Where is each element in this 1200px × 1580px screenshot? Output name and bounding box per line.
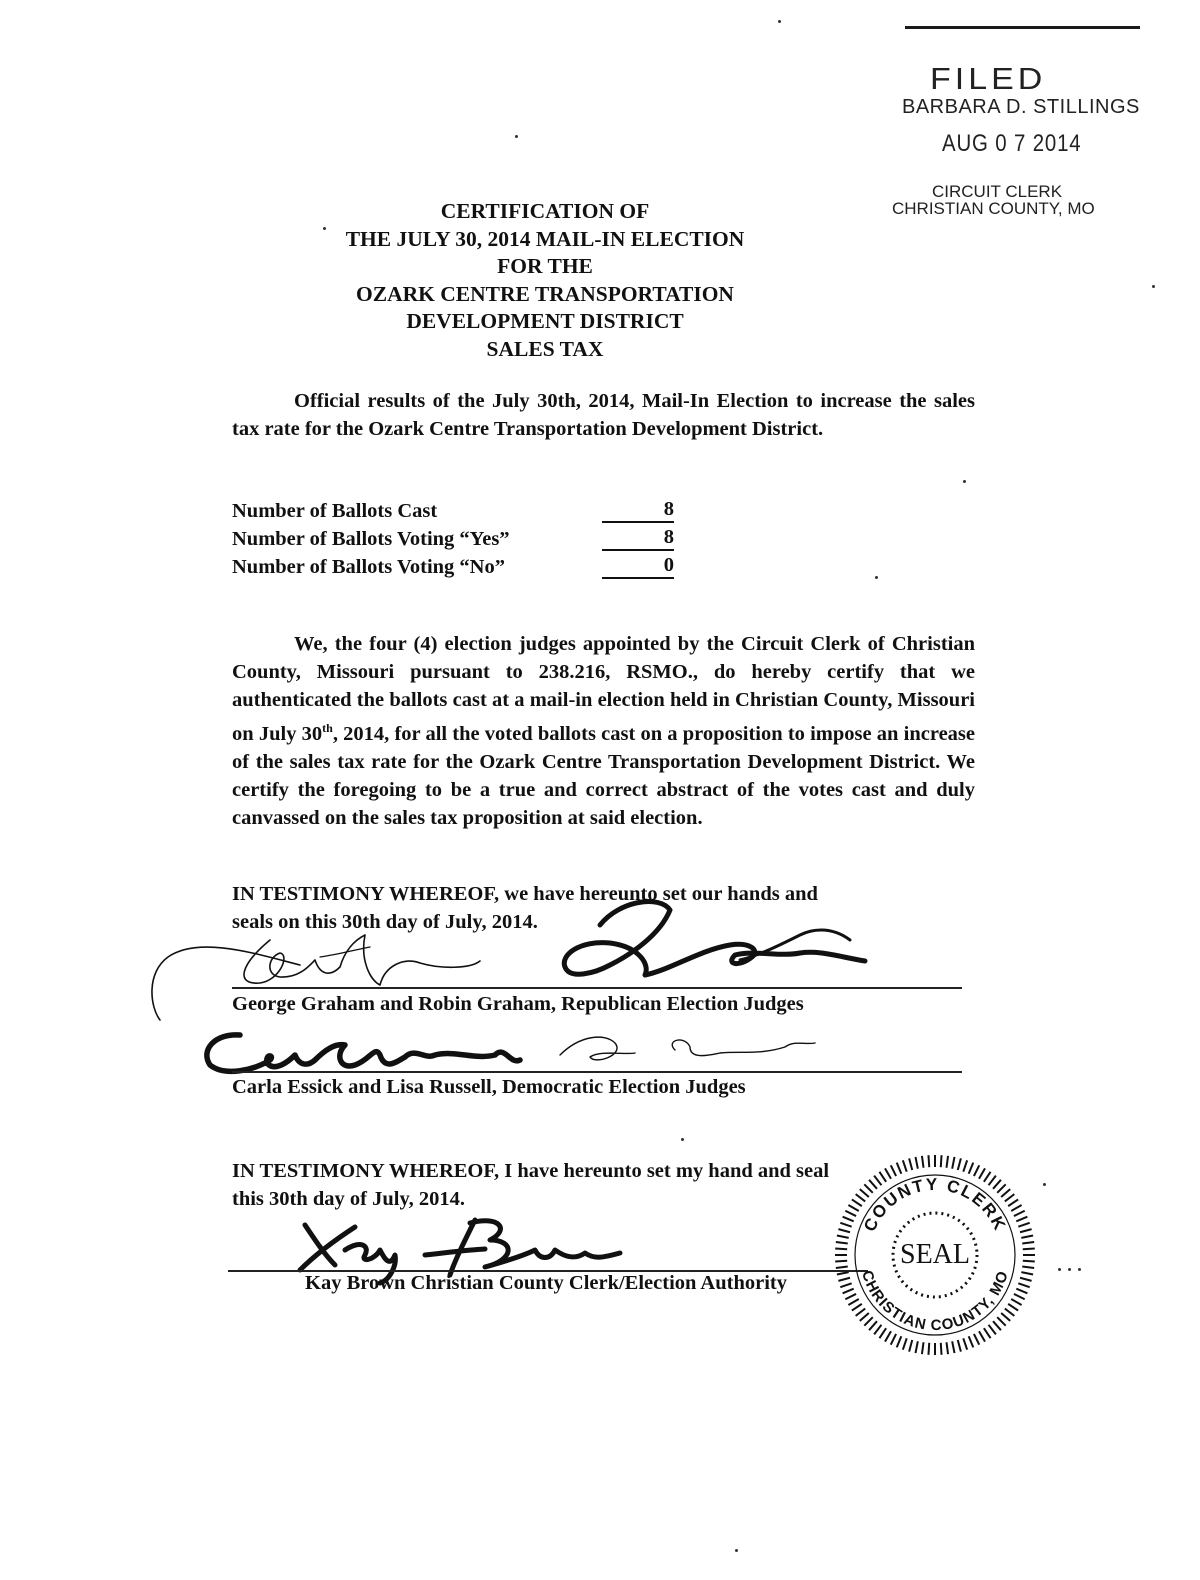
- seal-tick: [984, 1328, 991, 1338]
- seal-tick: [840, 1283, 851, 1287]
- seal-tick: [989, 1325, 996, 1335]
- seal-ring-top: COUNTY CLERK: [860, 1174, 1010, 1235]
- seal-tick: [1016, 1289, 1027, 1294]
- seal-tick: [838, 1229, 850, 1232]
- democratic-judges-caption: Carla Essick and Lisa Russell, Democratic Election Judges: [232, 1076, 746, 1098]
- seal-tick: [946, 1342, 948, 1354]
- clerk-caption: Kay Brown Christian County Clerk/Election Authority: [305, 1272, 787, 1294]
- seal-tick: [909, 1158, 912, 1170]
- scan-speck: [963, 480, 966, 483]
- seal-tick: [1001, 1189, 1010, 1197]
- seal-tick: [952, 1157, 954, 1169]
- testimony-line: IN TESTIMONY WHEREOF, I have hereunto set my hand and seal: [232, 1160, 830, 1182]
- seal-tick: [1023, 1261, 1035, 1262]
- seal-tick: [874, 1325, 881, 1335]
- scan-speck: [1078, 1268, 1081, 1271]
- seal-tick: [993, 1180, 1001, 1189]
- seal-tick: [869, 1321, 877, 1330]
- seal-tick: [837, 1272, 849, 1274]
- testimony-line: seals on this 30th day of July, 2014.: [232, 911, 538, 933]
- seal-tick: [848, 1205, 858, 1211]
- filed-office: CIRCUIT CLERK: [932, 182, 1063, 201]
- seal-tick: [1021, 1235, 1033, 1237]
- signature-line: [232, 987, 962, 989]
- seal-tick: [1014, 1211, 1025, 1216]
- seal-tick: [963, 1160, 967, 1171]
- tally-label: Number of Ballots Voting “No”: [232, 556, 505, 578]
- title-line: OZARK CENTRE TRANSPORTATION: [356, 281, 734, 306]
- seal-tick: [997, 1317, 1005, 1325]
- seal-tick: [1018, 1283, 1029, 1287]
- seal-tick: [1022, 1266, 1034, 1268]
- scan-speck: [515, 135, 518, 138]
- scan-top-rule: [905, 26, 1140, 29]
- seal-tick: [958, 1158, 961, 1170]
- seal-tick: [860, 1313, 869, 1321]
- filed-word: FILED: [930, 61, 1047, 97]
- tally-value: 0: [602, 553, 674, 579]
- scan-speck: [1058, 1268, 1061, 1271]
- seal-tick: [874, 1176, 881, 1186]
- seal-tick: [1018, 1223, 1029, 1227]
- scan-speck: [1068, 1268, 1071, 1271]
- seal-tick: [1008, 1199, 1018, 1206]
- seal-tick: [1020, 1229, 1032, 1232]
- seal-tick: [860, 1189, 869, 1197]
- seal-tick: [1023, 1248, 1035, 1249]
- seal-ring-bottom: CHRISTIAN COUNTY, MO: [858, 1268, 1013, 1335]
- seal-tick: [993, 1321, 1001, 1330]
- testimony-line: this 30th day of July, 2014.: [232, 1188, 465, 1210]
- seal-tick: [941, 1155, 942, 1167]
- testimony-line: IN TESTIMONY WHEREOF, we have hereunto set our hands and: [232, 883, 818, 905]
- seal-tick: [958, 1340, 961, 1352]
- seal-tick: [1011, 1299, 1021, 1305]
- seal-tick: [1022, 1242, 1034, 1244]
- title-line: FOR THE: [497, 254, 593, 278]
- title-line: THE JULY 30, 2014 MAIL-IN ELECTION: [345, 226, 745, 251]
- certification-text: , 2014, for all the voted ballots cast on a proposition to impose an increase of the sales tax rate for the Ozark Centre Transportation Development District. We certify the foregoing to be a true and correct abstract of the votes cast and duly canvassed on the sales tax proposition at said election.: [232, 722, 975, 829]
- scan-speck: [735, 1549, 738, 1552]
- seal-tick: [836, 1242, 848, 1244]
- seal-tick: [928, 1155, 929, 1167]
- county-clerk-seal: [830, 1150, 1040, 1360]
- scan-speck: [778, 20, 781, 23]
- seal-tick: [835, 1248, 847, 1249]
- tally-row: [232, 525, 692, 553]
- seal-tick: [848, 1299, 858, 1305]
- ballot-tally: [232, 497, 692, 581]
- seal-tick: [997, 1184, 1005, 1192]
- tally-row: [232, 553, 692, 581]
- seal-tick: [984, 1172, 991, 1182]
- seal-tick: [979, 1331, 985, 1341]
- seal-tick: [837, 1235, 849, 1237]
- tally-value: 8: [602, 497, 674, 523]
- seal-tick: [864, 1317, 872, 1325]
- seal-tick: [903, 1160, 907, 1171]
- seal-tick: [974, 1334, 979, 1345]
- certification-text: We, the four (4) election judges appointed by the Circuit Clerk of Christian County, Missouri pursuant to 238.216, RSMO., do hereby certify that we authenticated the ballots cast at a mail-in election held in Christian County, Missouri on July 30: [232, 633, 975, 745]
- document-title: [300, 198, 790, 363]
- scan-speck: [1152, 285, 1155, 288]
- seal-tick: [969, 1163, 974, 1174]
- seal-tick: [952, 1341, 954, 1353]
- seal-tick: [922, 1342, 924, 1354]
- certification-paragraph: [232, 630, 975, 832]
- seal-tick: [845, 1294, 856, 1299]
- title-line: DEVELOPMENT DISTRICT: [406, 309, 684, 333]
- seal-tick: [838, 1278, 850, 1281]
- intro-paragraph: [232, 387, 975, 443]
- republican-judges-caption: George Graham and Robin Graham, Republican Election Judges: [232, 993, 804, 1015]
- seal-tick: [856, 1309, 866, 1316]
- scan-speck: [681, 1138, 684, 1141]
- seal-tick: [840, 1223, 851, 1227]
- tally-row: [232, 497, 692, 525]
- certification-superscript: th: [322, 721, 333, 735]
- seal-tick: [974, 1165, 979, 1176]
- seal-tick: [963, 1338, 967, 1349]
- seal-tick: [1021, 1272, 1033, 1274]
- seal-center: SEAL: [900, 1239, 970, 1270]
- seal-tick: [897, 1336, 902, 1347]
- seal-tick: [852, 1199, 862, 1206]
- seal-tick: [1020, 1278, 1032, 1281]
- seal-tick: [909, 1340, 912, 1352]
- seal-tick: [979, 1168, 985, 1178]
- intro-text: Official results of the July 30th, 2014, Mail-In Election to increase the sales tax rate for the Ozark Centre Transportation Development District.: [232, 390, 975, 440]
- seal-tick: [869, 1180, 877, 1189]
- seal-tick: [835, 1261, 847, 1262]
- seal-tick: [885, 1331, 891, 1341]
- seal-tick: [864, 1184, 872, 1192]
- seal-tick: [969, 1336, 974, 1347]
- seal-tick: [879, 1172, 886, 1182]
- seal-tick: [856, 1194, 866, 1201]
- seal-tick: [903, 1338, 907, 1349]
- title-line: CERTIFICATION OF: [440, 199, 650, 223]
- seal-tick: [1001, 1313, 1010, 1321]
- seal-tick: [843, 1217, 854, 1222]
- seal-tick: [915, 1341, 917, 1353]
- scan-speck: [1043, 1183, 1046, 1186]
- seal-tick: [843, 1289, 854, 1294]
- filed-clerk-name: BARBARA D. STILLINGS: [902, 96, 1140, 118]
- seal-tick: [1011, 1205, 1021, 1211]
- tally-label: Number of Ballots Voting “Yes”: [232, 528, 510, 550]
- seal-tick: [852, 1304, 862, 1311]
- seal-tick: [891, 1334, 896, 1345]
- seal-tick: [879, 1328, 886, 1338]
- tally-value: 8: [602, 525, 674, 551]
- seal-tick: [922, 1156, 924, 1168]
- seal-tick: [941, 1343, 942, 1355]
- seal-tick: [885, 1168, 891, 1178]
- filed-date: AUG 0 7 2014: [942, 130, 1082, 157]
- seal-tick: [989, 1176, 996, 1186]
- seal-tick: [1005, 1309, 1015, 1316]
- seal-tick: [1005, 1194, 1015, 1201]
- scan-speck: [875, 576, 878, 579]
- filed-county: CHRISTIAN COUNTY, MO: [892, 199, 1095, 218]
- signature-line: [232, 1071, 962, 1073]
- seal-tick: [836, 1266, 848, 1268]
- seal-tick: [845, 1211, 856, 1216]
- seal-tick: [946, 1156, 948, 1168]
- tally-label: Number of Ballots Cast: [232, 500, 438, 522]
- seal-tick: [891, 1165, 896, 1176]
- seal-tick: [928, 1343, 929, 1355]
- title-line: SALES TAX: [486, 336, 604, 361]
- seal-tick: [897, 1163, 902, 1174]
- seal-tick: [1016, 1217, 1027, 1222]
- seal-tick: [1014, 1294, 1025, 1299]
- seal-tick: [1008, 1304, 1018, 1311]
- seal-tick: [915, 1157, 917, 1169]
